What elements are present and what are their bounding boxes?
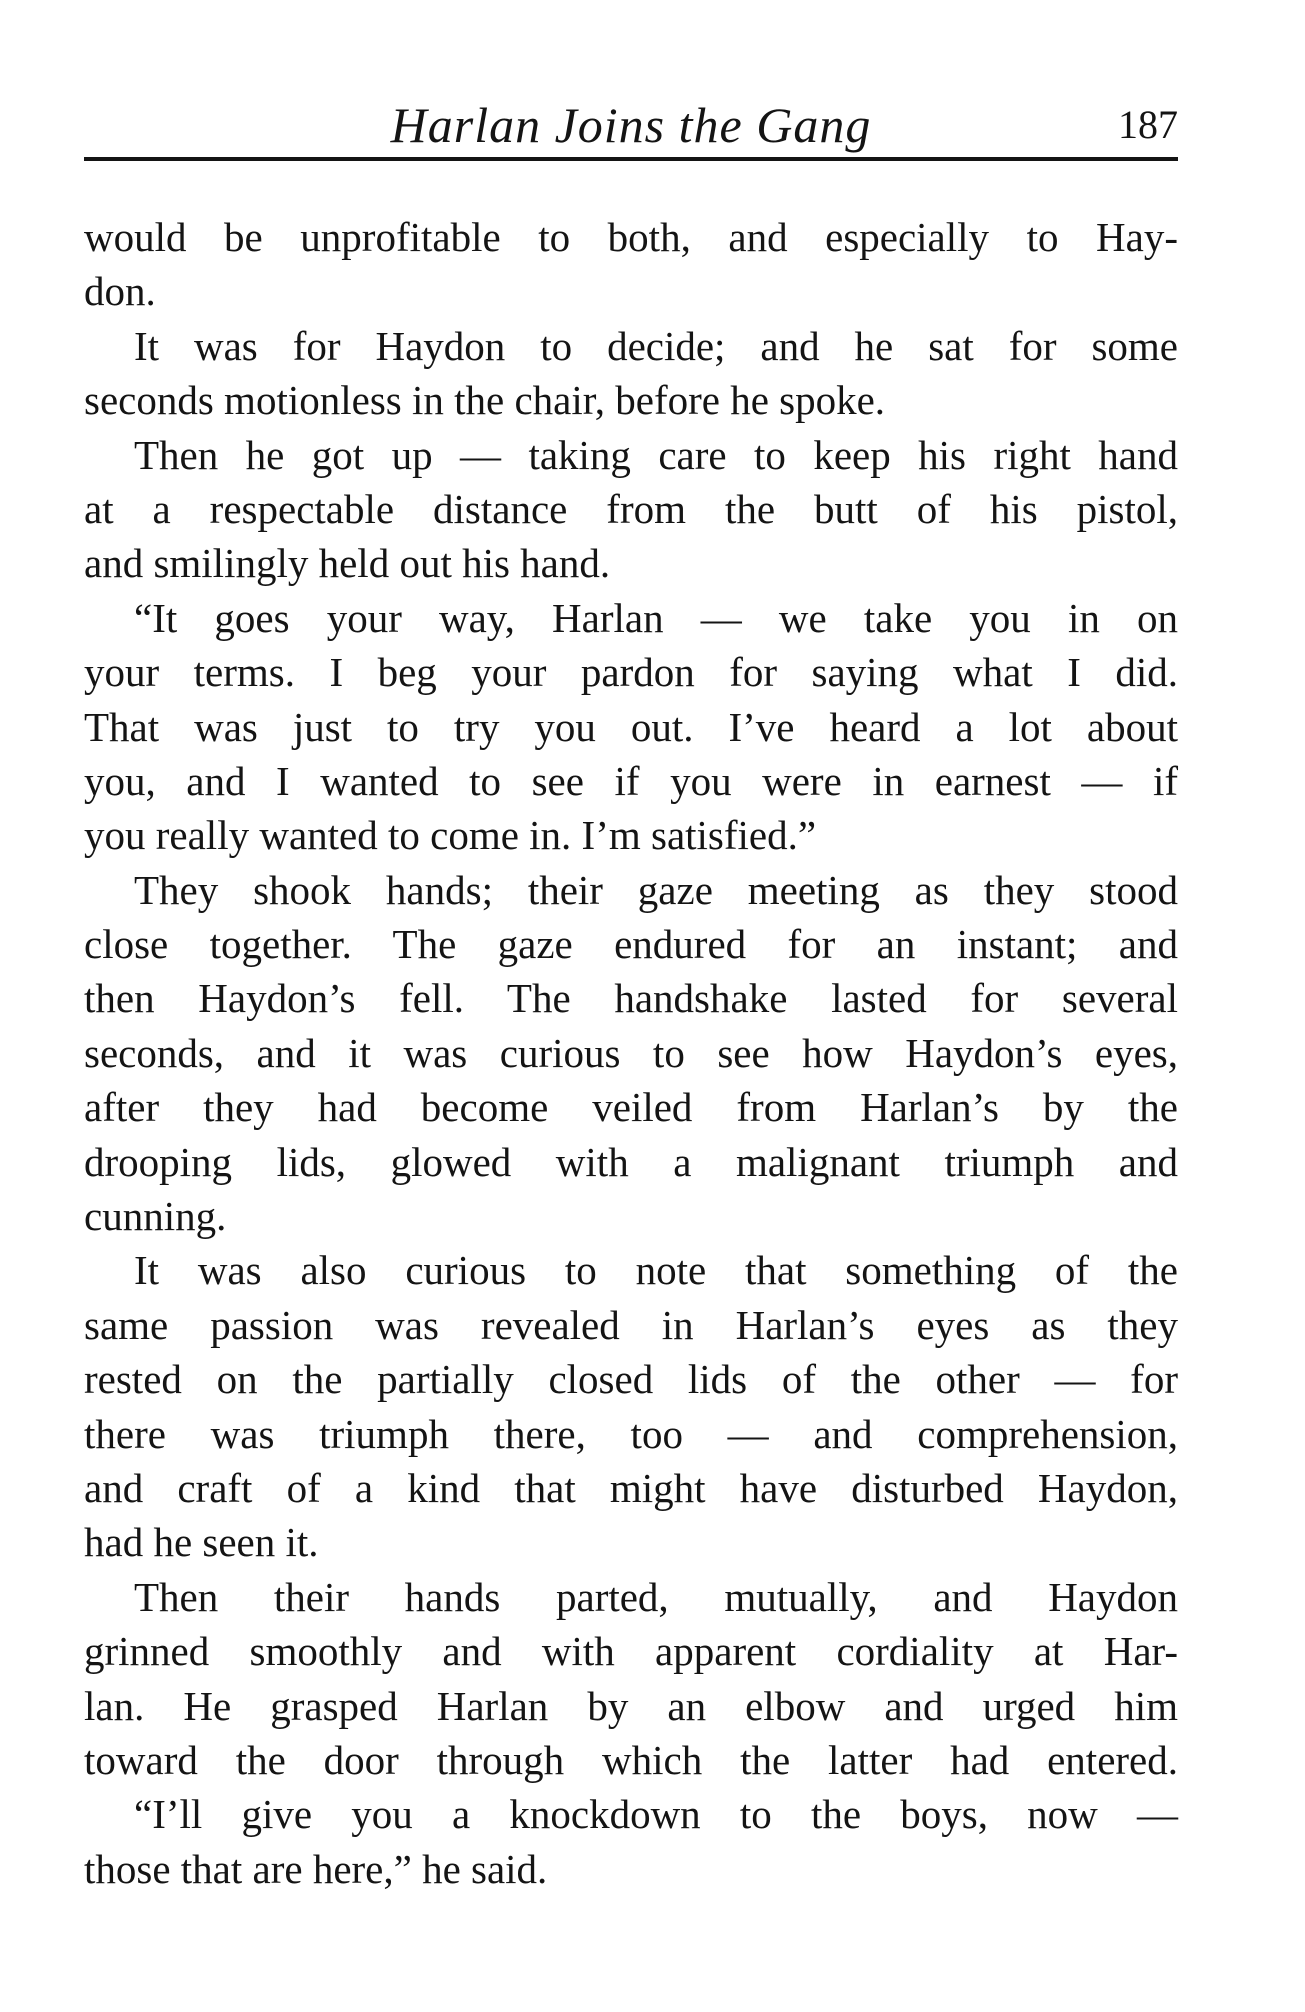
text-line: had he seen it. bbox=[84, 1519, 319, 1566]
text-line: “It goes your way, Harlan — we take you in on bbox=[134, 594, 1178, 641]
text-line: It was for Haydon to decide; and he sat for some bbox=[134, 322, 1178, 369]
text-line: there was triumph there, too — and comprehension, bbox=[84, 1410, 1178, 1457]
body-text bbox=[84, 210, 1178, 1896]
text-line: toward the door through which the latter had entered. bbox=[84, 1736, 1178, 1783]
text-line: after they had become veiled from Harlan’s by the bbox=[84, 1084, 1178, 1131]
text-line: cunning. bbox=[84, 1193, 227, 1240]
text-line: rested on the partially closed lids of the other — for bbox=[84, 1356, 1178, 1403]
text-line: at a respectable distance from the butt of his pistol, bbox=[84, 485, 1178, 532]
text-line: close together. The gaze endured for an instant; and bbox=[84, 921, 1178, 968]
text-line: lan. He grasped Harlan by an elbow and urged him bbox=[84, 1682, 1178, 1729]
text-line: you really wanted to come in. I’m satisfied.” bbox=[84, 812, 817, 859]
text-line: your terms. I beg your pardon for saying what I did. bbox=[84, 649, 1178, 696]
text-line: Then their hands parted, mutually, and Haydon bbox=[134, 1573, 1178, 1620]
text-line: drooping lids, glowed with a malignant triumph and bbox=[84, 1138, 1178, 1185]
chapter-title: Harlan Joins the Gang bbox=[390, 97, 872, 153]
text-line: don. bbox=[84, 268, 156, 315]
text-line: same passion was revealed in Harlan’s eyes as they bbox=[84, 1301, 1178, 1348]
text-line: seconds motionless in the chair, before he spoke. bbox=[84, 377, 886, 424]
text-line: and craft of a kind that might have disturbed Haydon, bbox=[84, 1464, 1178, 1511]
page-number: 187 bbox=[1118, 102, 1178, 147]
text-line: “I’ll give you a knockdown to the boys, now — bbox=[134, 1791, 1178, 1838]
text-line: They shook hands; their gaze meeting as they stood bbox=[134, 866, 1178, 913]
text-line: those that are here,” he said. bbox=[84, 1845, 548, 1892]
text-line: would be unprofitable to both, and especially to Hay- bbox=[84, 214, 1178, 260]
text-line: you, and I wanted to see if you were in earnest — if bbox=[84, 757, 1178, 804]
text-line: grinned smoothly and with apparent cordiality at Har- bbox=[84, 1628, 1178, 1675]
running-head bbox=[84, 92, 1178, 158]
text-line: It was also curious to note that something of the bbox=[134, 1247, 1178, 1294]
header-rule bbox=[84, 157, 1178, 161]
text-line: seconds, and it was curious to see how Haydon’s eyes, bbox=[84, 1029, 1178, 1076]
text-line: Then he got up — taking care to keep his right hand bbox=[134, 431, 1178, 478]
text-line: then Haydon’s fell. The handshake lasted for several bbox=[84, 975, 1178, 1022]
text-line: and smilingly held out his hand. bbox=[84, 540, 611, 587]
text-line: That was just to try you out. I’ve heard a lot about bbox=[84, 703, 1178, 750]
